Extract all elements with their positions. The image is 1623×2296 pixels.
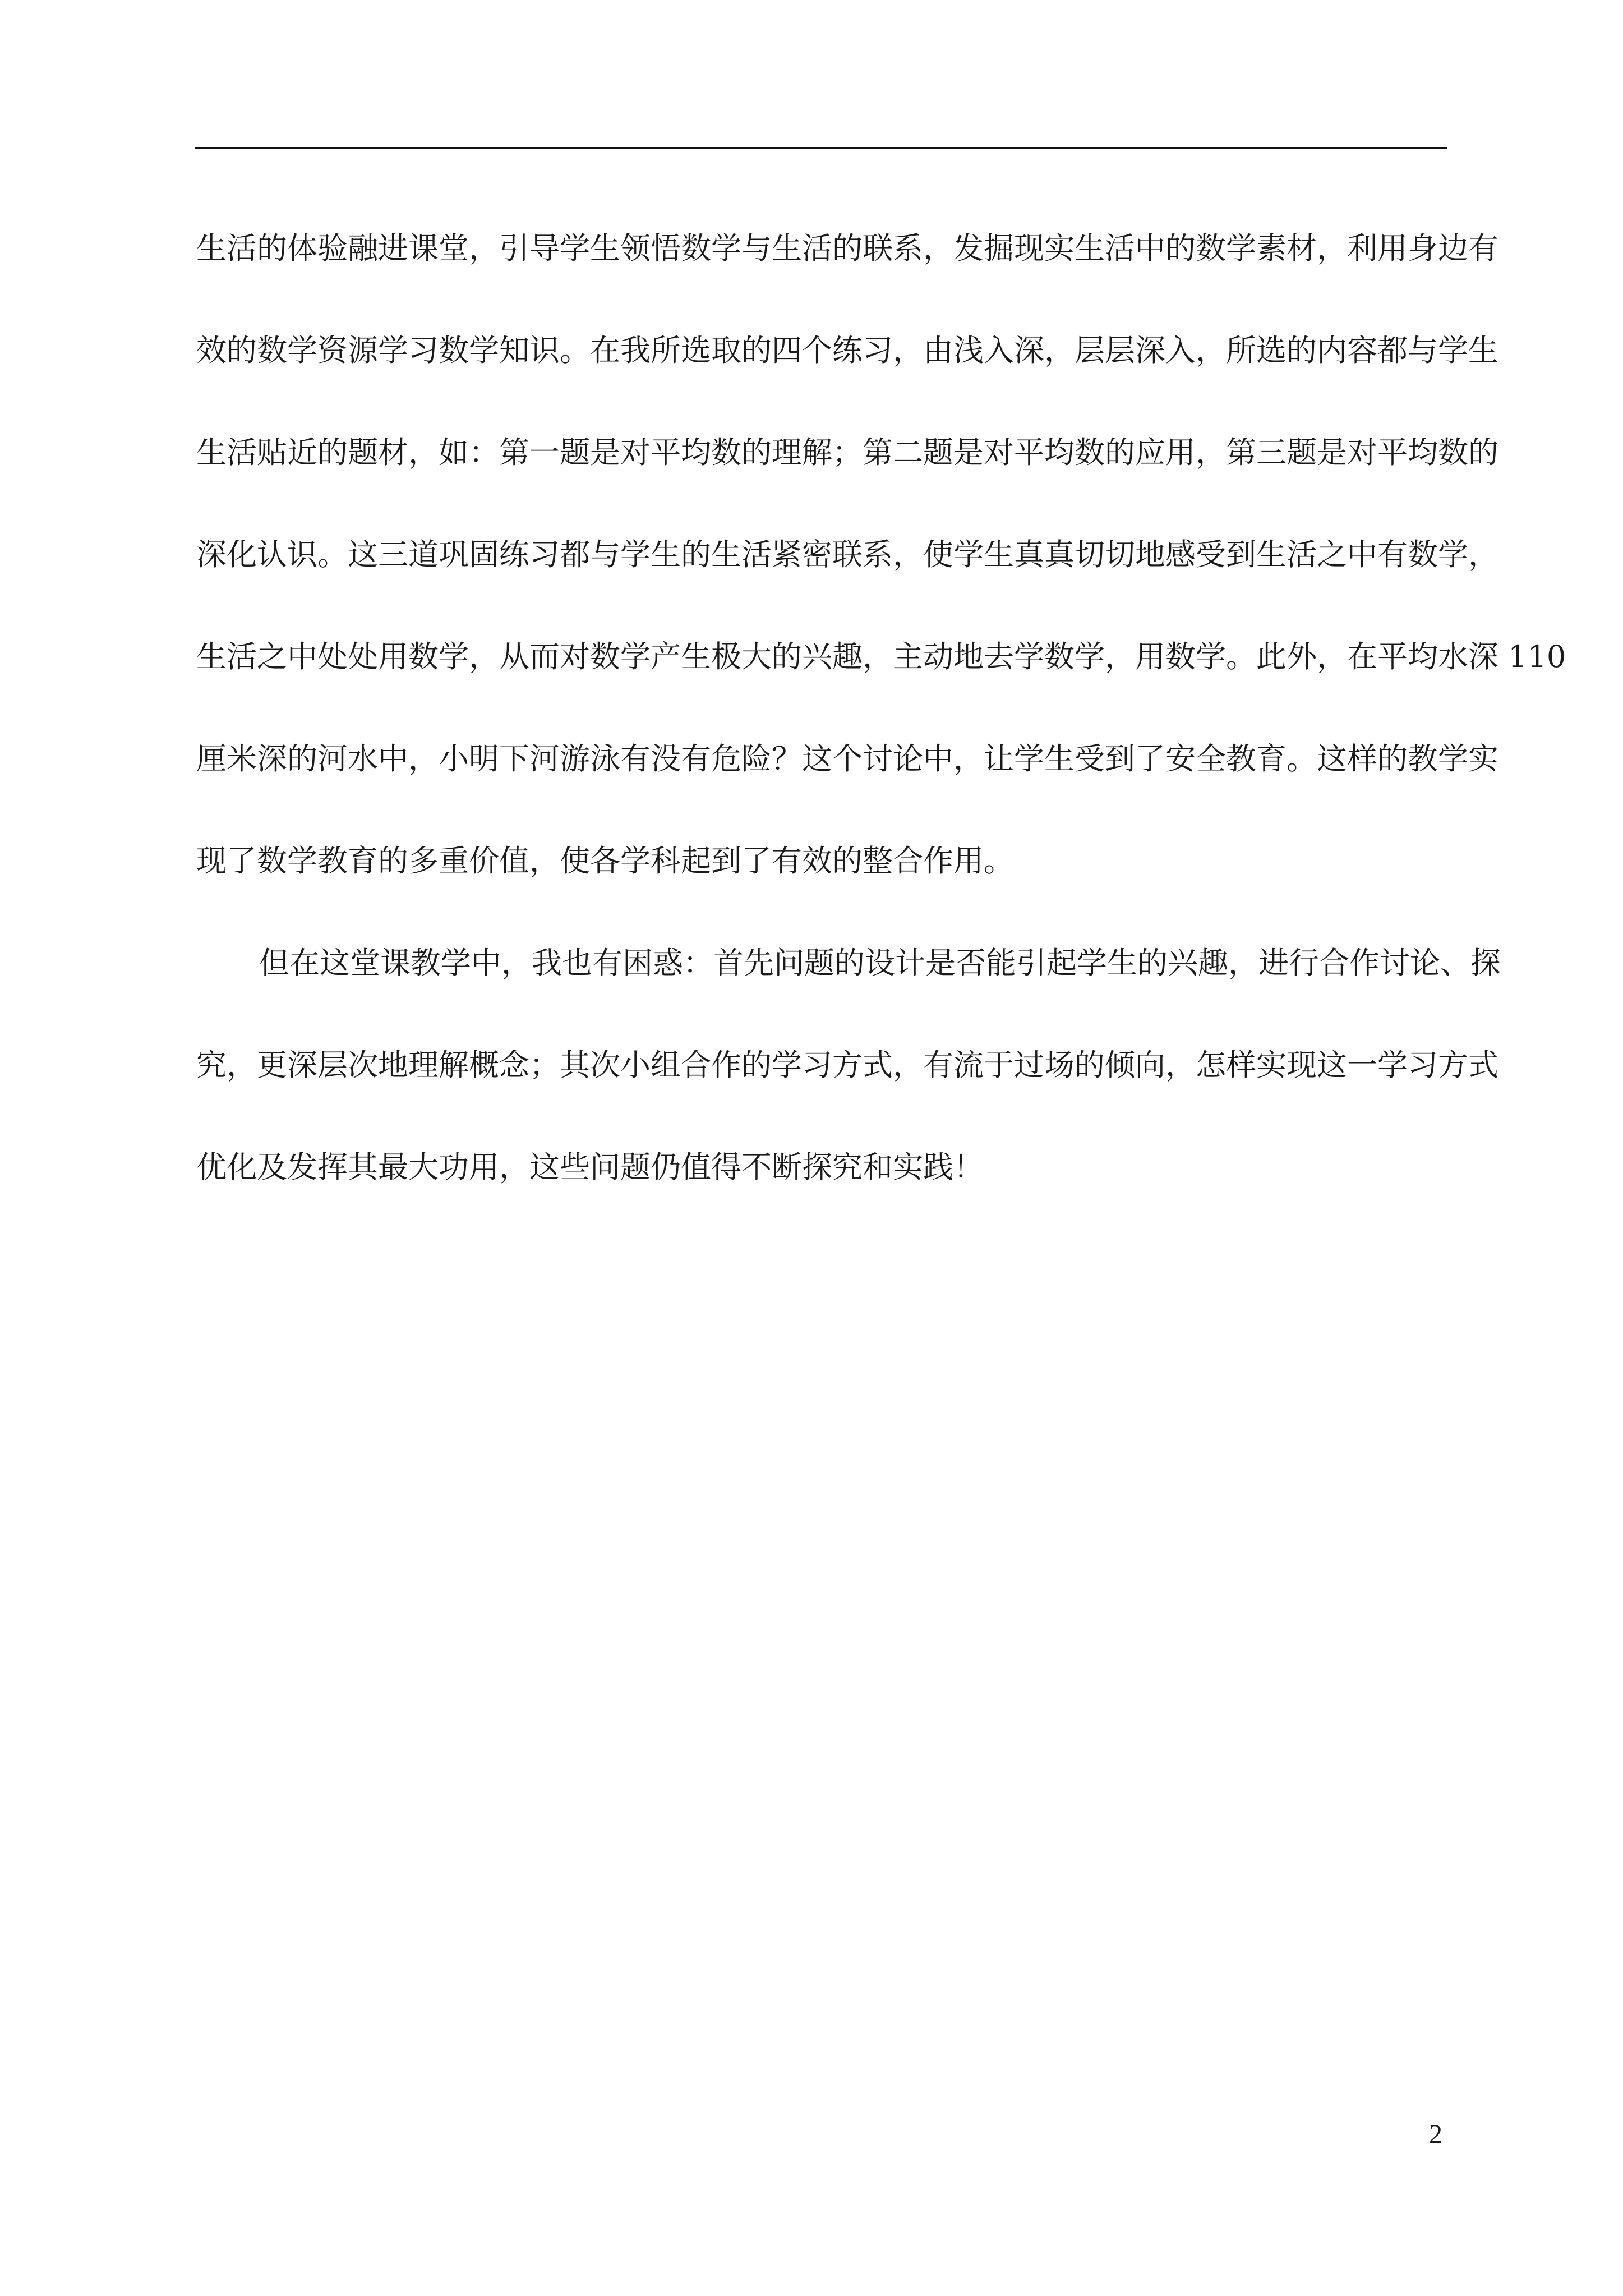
paragraph-2-line-1: 但在这堂课教学中，我也有困惑：首先问题的设计是否能引起学生的兴趣，进行合作讨论、探 <box>259 945 1501 981</box>
paragraph-1-line-7: 现了数学教育的多重价值，使各学科起到了有效的整合作用。 <box>196 843 1014 878</box>
paragraph-1-line-4: 深化认识。这三道巩固练习都与学生的生活紧密联系，使学生真真切切地感受到生活之中有数学， <box>196 537 1498 572</box>
page-number: 2 <box>1429 2119 1442 2149</box>
paragraph-1-line-5: 生活之中处处用数学，从而对数学产生极大的兴趣，主动地去学数学，用数学。此外，在平均水深 110 <box>196 639 1566 674</box>
paragraph-2-line-3: 优化及发挥其最大功用，这些问题仍值得不断探究和实践！ <box>196 1149 984 1185</box>
body-text <box>196 218 1566 1239</box>
paragraph-1-line-6: 厘米深的河水中，小明下河游泳有没有危险？这个讨论中，让学生受到了安全教育。这样的教学实 <box>196 741 1498 776</box>
paragraph-1-line-2: 效的数学资源学习数学知识。在我所选取的四个练习，由浅入深，层层深入，所选的内容都与学生 <box>196 333 1498 368</box>
paragraph-1-line-3: 生活贴近的题材，如：第一题是对平均数的理解；第二题是对平均数的应用，第三题是对平均数的 <box>196 435 1498 470</box>
header-rule <box>195 147 1447 149</box>
paragraph-1-line-1: 生活的体验融进课堂，引导学生领悟数学与生活的联系，发掘现实生活中的数学素材，利用身边有 <box>196 231 1498 266</box>
paragraph-2-line-2: 究，更深层次地理解概念；其次小组合作的学习方式，有流于过场的倾向，怎样实现这一学习方式 <box>196 1047 1498 1083</box>
